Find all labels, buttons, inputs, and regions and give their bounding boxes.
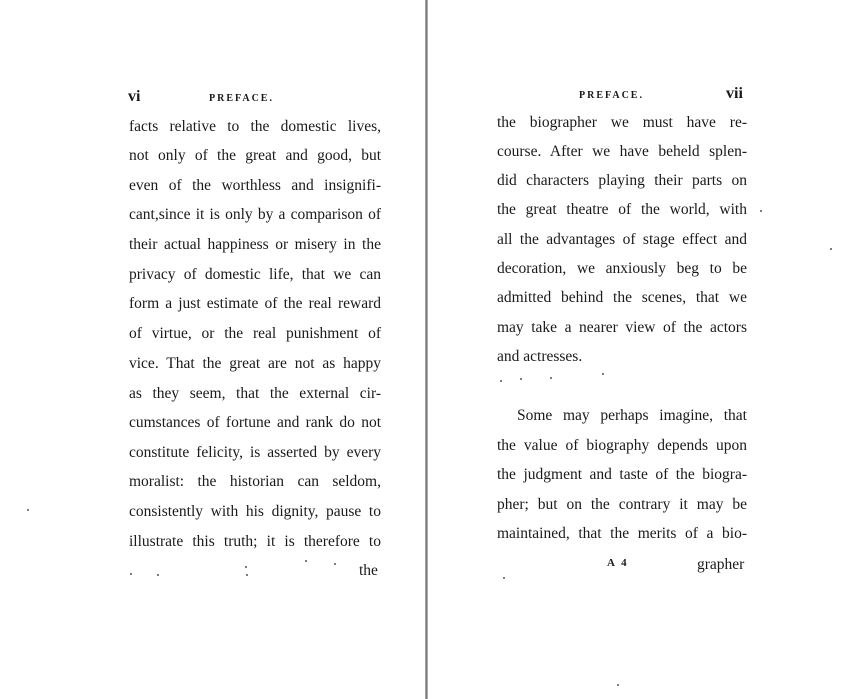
text-line: consistently with his dignity, pause to — [129, 503, 381, 520]
text-line: privacy of domestic life, that we can — [129, 266, 381, 283]
right-catchword: grapher — [697, 556, 745, 573]
text-line: maintained, that the merits of a bio- — [497, 525, 747, 542]
text-line: vice. That the great are not as happy — [129, 355, 381, 372]
left-running-head: PREFACE. — [209, 93, 274, 104]
text-line: cumstances of fortune and rank do not — [129, 414, 381, 431]
signature-mark: A 4 — [607, 557, 629, 569]
text-line: moralist: the historian can seldom, — [129, 473, 381, 490]
left-catchword: the — [359, 562, 378, 579]
right-running-head: PREFACE. — [579, 90, 644, 101]
text-line: all the advantages of stage effect and — [497, 231, 747, 248]
text-line: course. After we have beheld splen- — [497, 143, 747, 160]
text-line: of virtue, or the real punishment of — [129, 325, 381, 342]
right-folio: vii — [726, 85, 743, 102]
text-line: admitted behind the scenes, that we — [497, 289, 747, 306]
left-page — [0, 0, 424, 699]
book-gutter — [425, 0, 428, 699]
text-line: pher; but on the contrary it may be — [497, 496, 747, 513]
left-folio: vi — [128, 88, 141, 105]
text-line: decoration, we anxiously beg to be — [497, 260, 747, 277]
text-line: Some may perhaps imagine, that — [517, 407, 747, 424]
text-line: facts relative to the domestic lives, — [129, 118, 381, 135]
text-line: the judgment and taste of the biogra- — [497, 466, 747, 483]
text-line: cant,since it is only by a comparison of — [129, 206, 381, 223]
text-line: their actual happiness or misery in the — [129, 236, 381, 253]
text-line: the biographer we must have re- — [497, 114, 747, 131]
right-page — [429, 0, 856, 699]
text-line: the great theatre of the world, with — [497, 201, 747, 218]
text-line: illustrate this truth; it is therefore to — [129, 533, 381, 550]
text-line: as they seem, that the external cir- — [129, 385, 381, 402]
text-line: form a just estimate of the real reward — [129, 295, 381, 312]
text-line: may take a nearer view of the actors — [497, 319, 747, 336]
text-line: even of the worthless and insignifi- — [129, 177, 381, 194]
text-line: not only of the great and good, but — [129, 147, 381, 164]
text-line: did characters playing their parts on — [497, 172, 747, 189]
text-line: the value of biography depends upon — [497, 437, 747, 454]
text-line: and actresses. — [497, 348, 583, 365]
text-line: constitute felicity, is asserted by every — [129, 444, 381, 461]
